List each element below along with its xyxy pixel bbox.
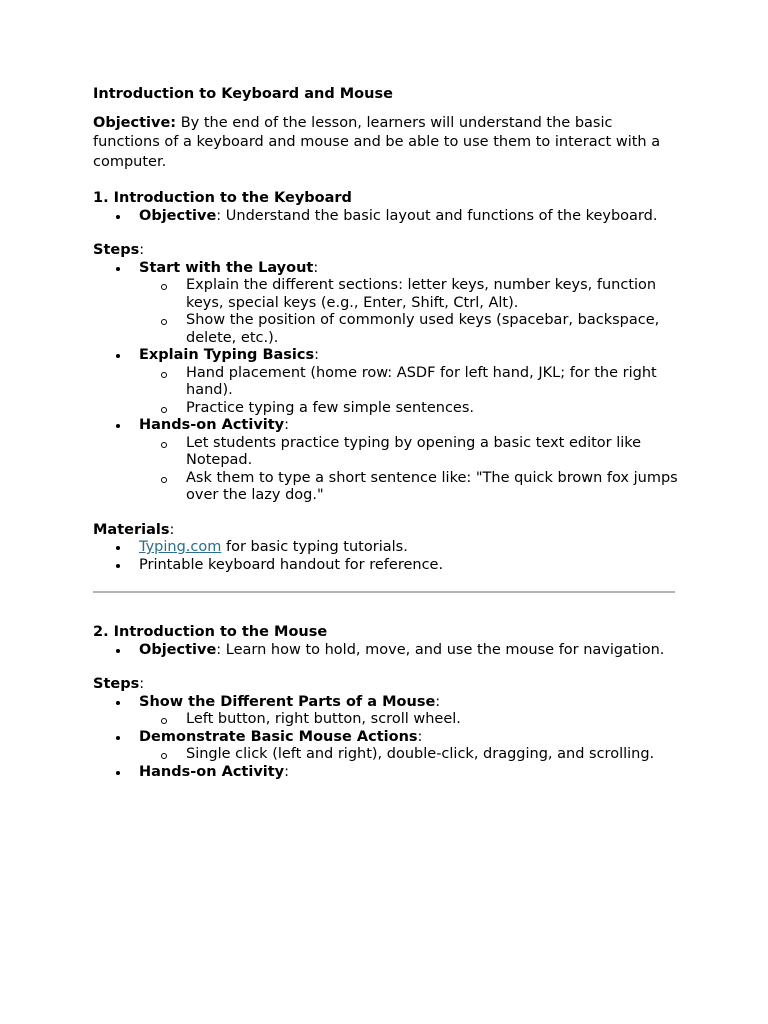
mouse-objective-list: [93, 642, 683, 660]
mouse-objective-label: Objective: [139, 641, 217, 658]
list-item: Printable keyboard handout for reference.: [93, 557, 683, 575]
objective-label: Objective:: [93, 114, 177, 131]
step-item: [93, 729, 683, 764]
keyboard-steps-heading: [93, 242, 683, 260]
sub-item: Single click (left and right), double-click, dragging, and scrolling.: [139, 746, 683, 764]
materials-colon: :: [169, 521, 175, 538]
step-item: [93, 694, 683, 729]
mouse-steps-heading: [93, 676, 683, 694]
materials-label: Materials: [93, 521, 170, 538]
keyboard-objective-list: [93, 208, 683, 226]
sub-item: Explain the different sections: letter keys, number keys, function keys, special keys (e.g., Enter, Shift, Ctrl, Alt).: [139, 277, 683, 312]
material-text: for basic typing tutorials.: [221, 539, 408, 555]
typing-com-link[interactable]: Typing.com: [139, 539, 222, 555]
step-colon: :: [313, 259, 319, 276]
step-colon: :: [284, 763, 290, 780]
list-item: [93, 208, 683, 226]
keyboard-steps-list: [93, 260, 683, 505]
step-label: Hands-on Activity: [139, 417, 285, 433]
sub-list: [139, 277, 683, 347]
step-colon: :: [417, 728, 423, 745]
keyboard-objective-text: : Understand the basic layout and functions of the keyboard.: [216, 207, 658, 224]
sub-list: [139, 365, 683, 418]
sub-item: Let students practice typing by opening a basic text editor like Notepad.: [139, 435, 683, 470]
section-divider: [93, 591, 675, 593]
steps-label: Steps: [93, 242, 140, 258]
sub-list: [139, 746, 683, 764]
step-item: [93, 764, 683, 782]
document-title: Introduction to Keyboard and Mouse: [93, 86, 393, 102]
document-page: [93, 86, 683, 781]
list-item: [93, 642, 683, 660]
step-label: Show the Different Parts of a Mouse: [139, 693, 436, 710]
step-colon: :: [284, 417, 290, 433]
sub-item: Left button, right button, scroll wheel.: [139, 711, 683, 729]
mouse-steps-list: [93, 694, 683, 782]
lesson-objective: [93, 114, 683, 173]
section-heading-keyboard: 1. Introduction to the Keyboard: [93, 190, 352, 206]
step-colon: :: [435, 693, 441, 710]
steps-colon: :: [139, 242, 145, 258]
step-item: [93, 260, 683, 348]
materials-heading: [93, 522, 683, 540]
steps-label: Steps: [93, 676, 140, 692]
sub-list: [139, 711, 683, 729]
list-item: [93, 539, 683, 557]
step-colon: :: [314, 347, 320, 363]
step-label: Explain Typing Basics: [139, 347, 315, 363]
keyboard-objective-label: Objective: [139, 207, 217, 224]
objective-text: By the end of the lesson, learners will understand the basic functions of a keyboard and mouse and be able to use them to interact with a computer.: [93, 114, 661, 170]
sub-item: Practice typing a few simple sentences.: [139, 400, 683, 418]
step-item: [93, 347, 683, 417]
sub-item: Ask them to type a short sentence like: "The quick brown fox jumps over the lazy dog.": [139, 470, 683, 505]
section-heading-mouse: 2. Introduction to the Mouse: [93, 624, 328, 640]
step-label: Hands-on Activity: [139, 763, 285, 780]
step-label: Demonstrate Basic Mouse Actions: [139, 728, 418, 745]
step-item: [93, 417, 683, 505]
sub-item: Show the position of commonly used keys (spacebar, backspace, delete, etc.).: [139, 312, 683, 347]
step-label: Start with the Layout: [139, 259, 314, 276]
sub-item: Hand placement (home row: ASDF for left hand, JKL; for the right hand).: [139, 365, 683, 400]
sub-list: [139, 435, 683, 505]
materials-list: [93, 539, 683, 574]
steps-colon: :: [139, 676, 145, 692]
mouse-objective-text: : Learn how to hold, move, and use the mouse for navigation.: [216, 641, 665, 658]
